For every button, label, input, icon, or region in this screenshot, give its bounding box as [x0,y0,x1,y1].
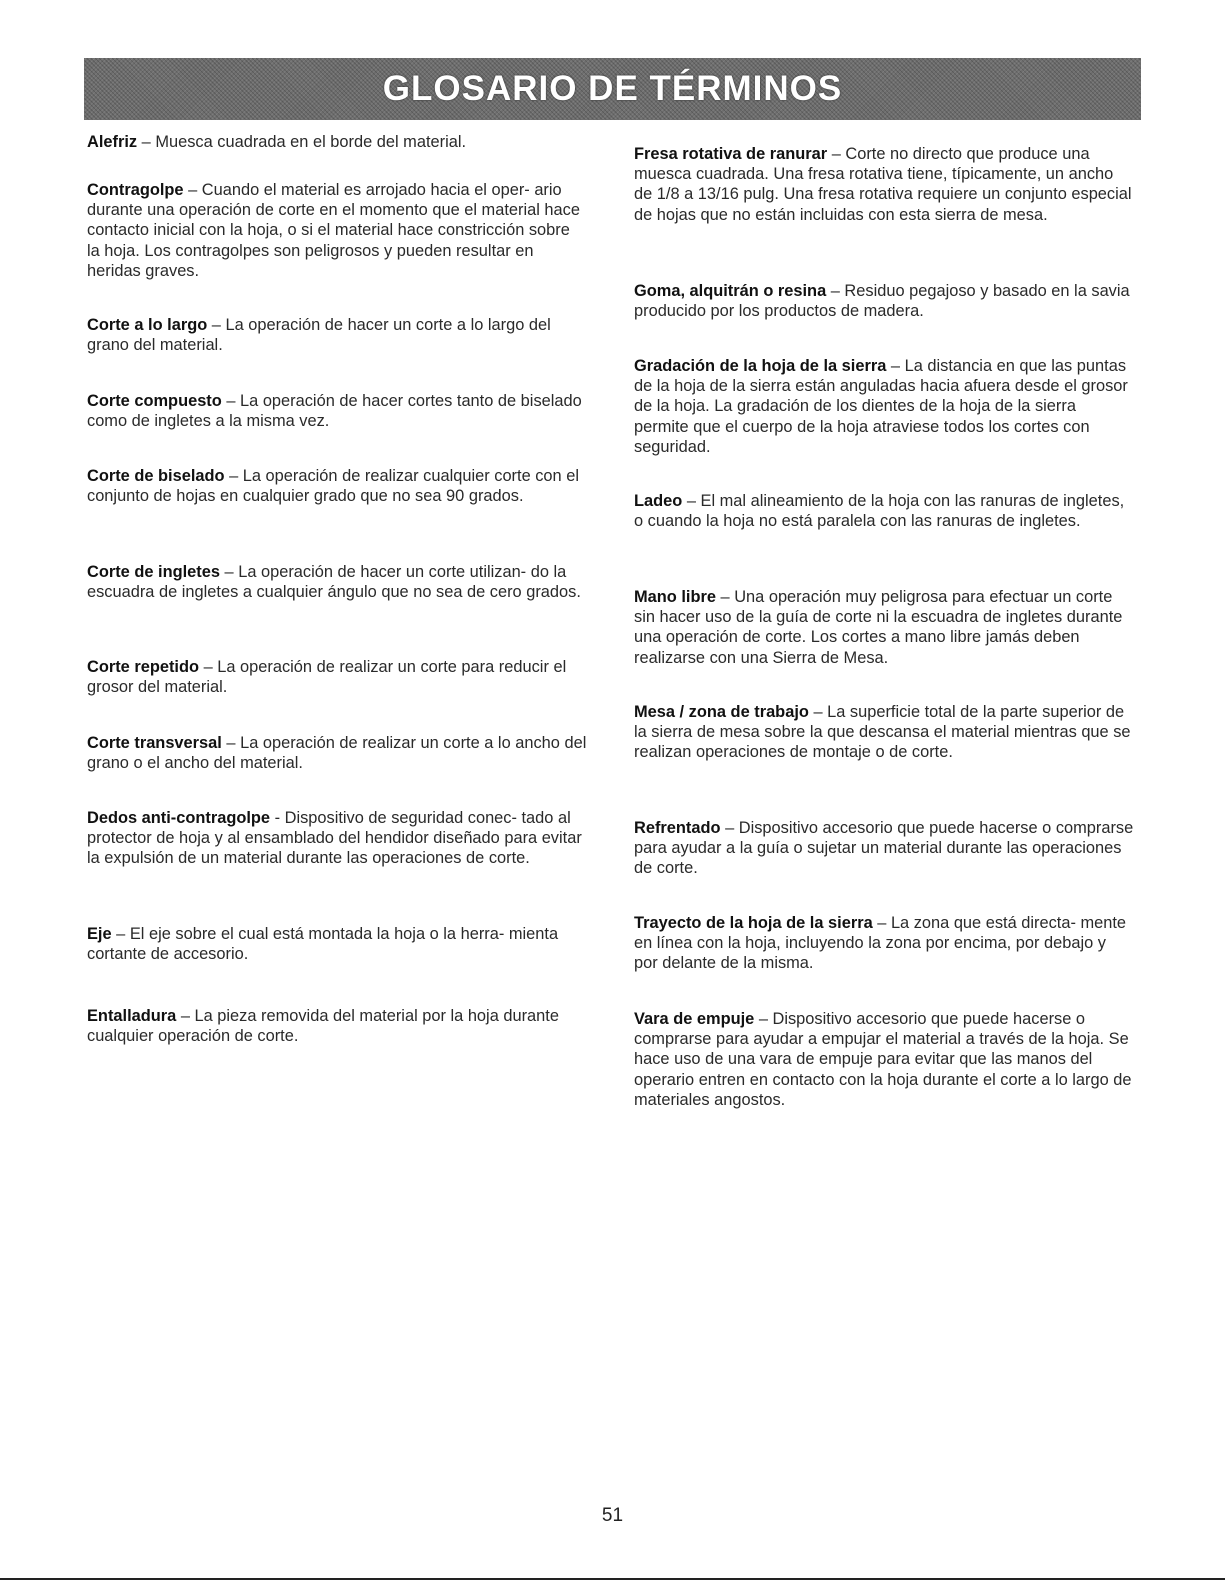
glossary-entry [87,733,587,773]
glossary-term: Mesa / zona de trabajo [634,703,809,721]
glossary-term: Goma, alquitrán o resina [634,282,827,300]
glossary-term: Vara de empuje [634,1010,755,1028]
glossary-definition: La operación de realizar cualquier corte con el conjunto de hojas en cualquier grado que no sea 90 grados. [87,467,579,506]
glossary-definition: La pieza removida del material por la hoja durante cualquier operación de corte. [87,1007,559,1046]
glossary-definition: Residuo pegajoso y basado en la savia producido por los productos de madera. [634,282,1130,321]
glossary-definition: La superficie total de la parte superior de la sierra de mesa sobre la que descansa el material mientras que se realizan operaciones de montaje o de corte. [634,703,1131,762]
glossary-term: Gradación de la hoja de la sierra [634,357,887,375]
term-separator: – [826,282,845,300]
glossary-term: Entalladura [87,1007,177,1025]
glossary-entry [87,132,587,152]
term-separator: – [886,357,905,375]
page-number: 51 [601,1505,624,1526]
term-separator: – [827,145,846,163]
glossary-definition: Corte no directo que produce una muesca cuadrada. Una fresa rotativa tiene, típicamente, un ancho de 1/8 a 13/16 pulg. Una fresa rotativa requiere un conjunto especial de hojas que no están incluidas con esta sierra de mesa. [634,145,1132,224]
bottom-rule [0,1578,1225,1580]
glossary-definition: Muesca cuadrada en el borde del material. [155,133,467,151]
glossary-entry [87,808,587,869]
glossary-definition: La operación de hacer un corte utilizan- do la escuadra de ingletes a cualquier ángulo que no sea de cero grados. [87,563,581,602]
term-separator: – [137,133,156,151]
term-separator: – [221,734,241,752]
glossary-entry [634,702,1134,763]
glossary-term: Corte compuesto [87,392,222,410]
glossary-entry [87,1006,587,1046]
glossary-definition: Cuando el material es arrojado hacia el oper- ario durante una operación de corte en el momento que el material hace contacto inicial con la hoja, o si el material hace constricción sobre la hoja. Los contragolpes son peligrosos y pueden resultar en heridas graves. [87,181,580,280]
glossary-entry [634,913,1134,974]
glossary-definition: El mal alineamiento de la hoja con las ranuras de ingletes, o cuando la hoja no está paralela con las ranuras de ingletes. [634,492,1125,531]
glossary-entry [634,1009,1134,1110]
term-separator: – [199,658,218,676]
glossary-entry [87,315,587,355]
glossary-term: Trayecto de la hoja de la sierra [634,914,873,932]
glossary-definition: Dispositivo accesorio que puede hacerse o comprarse para ayudar a la guía o sujetar un material durante las operaciones de corte. [634,819,1134,878]
glossary-definition: La distancia en que las puntas de la hoja de la sierra están anguladas hacia afuera desde el grosor de la hoja. La gradación de los dientes de la hoja de la sierra permite que el cuerpo de la hoja atraviese todos los cortes con seguridad. [634,357,1128,456]
glossary-definition: Dispositivo de seguridad conec- tado al protector de hoja y al ensamblado del hendidor diseñado para evitar la expulsión de un material durante las operaciones de corte. [87,809,582,868]
glossary-definition: Una operación muy peligrosa para efectuar un corte sin hacer uso de la guía de corte ni la escuadra de ingletes durante una operación de corte. Los cortes a mano libre jamás deben realizarse con una Sierra de Mesa. [634,588,1123,667]
glossary-term: Corte repetido [87,658,200,676]
glossary-entry [87,657,587,697]
glossary-entry [634,281,1134,321]
glossary-entry [87,562,587,602]
glossary-entry [634,818,1134,879]
glossary-entry [634,587,1134,668]
glossary-definition: Dispositivo accesorio que puede hacerse o comprarse para ayudar a empujar el material a través de la hoja. Se hace uso de una vara de empuje para evitar que las manos del operario entren en contacto con la hoja durante el corte a lo largo de materiales angostos. [634,1010,1132,1109]
glossary-term: Corte a lo largo [87,316,208,334]
glossary-term: Dedos anti-contragolpe [87,809,271,827]
glossary-definition: La operación de realizar un corte para reducir el grosor del material. [87,658,567,697]
term-separator: – [715,588,735,606]
glossary-definition: La operación de hacer un corte a lo largo del grano del material. [87,316,551,355]
glossary-entry [634,356,1134,457]
glossary-entry [87,466,587,506]
glossary-definition: La operación de hacer cortes tanto de biselado como de ingletes a la misma vez. [87,392,582,431]
glossary-term: Mano libre [634,588,716,606]
glossary-term: Fresa rotativa de ranurar [634,145,828,163]
glossary-entry [634,144,1134,225]
glossary-term: Contragolpe [87,181,184,199]
glossary-definition: La operación de realizar un corte a lo ancho del grano o el ancho del material. [87,734,587,773]
glossary-entry [634,491,1134,531]
term-separator: – [754,1010,773,1028]
term-separator: – [207,316,226,334]
glossary-title-bar [84,58,1141,120]
term-separator: – [224,467,243,485]
glossary-definition: El eje sobre el cual está montada la hoja o la herra- mienta cortante de accesorio. [87,925,559,964]
glossary-entry [87,924,587,964]
term-separator: - [270,809,285,827]
term-separator: – [872,914,891,932]
glossary-entry [87,391,587,431]
term-separator: – [183,181,202,199]
term-separator: – [682,492,701,510]
term-separator: – [720,819,739,837]
term-separator: – [176,1007,195,1025]
glossary-term: Ladeo [634,492,683,510]
glossary-title: GLOSARIO DE TÉRMINOS [382,69,843,108]
glossary-definition: La zona que está directa- mente en línea con la hoja, incluyendo la zona por encima, por debajo y por delante de la misma. [634,914,1127,973]
term-separator: – [808,703,828,721]
glossary-term: Eje [87,925,112,943]
term-separator: – [221,392,241,410]
glossary-term: Corte de ingletes [87,563,220,581]
glossary-term: Corte transversal [87,734,222,752]
glossary-term: Refrentado [634,819,721,837]
glossary-term: Corte de biselado [87,467,225,485]
glossary-term: Alefriz [87,133,138,151]
term-separator: – [111,925,130,943]
term-separator: – [219,563,239,581]
glossary-entry [87,180,587,281]
